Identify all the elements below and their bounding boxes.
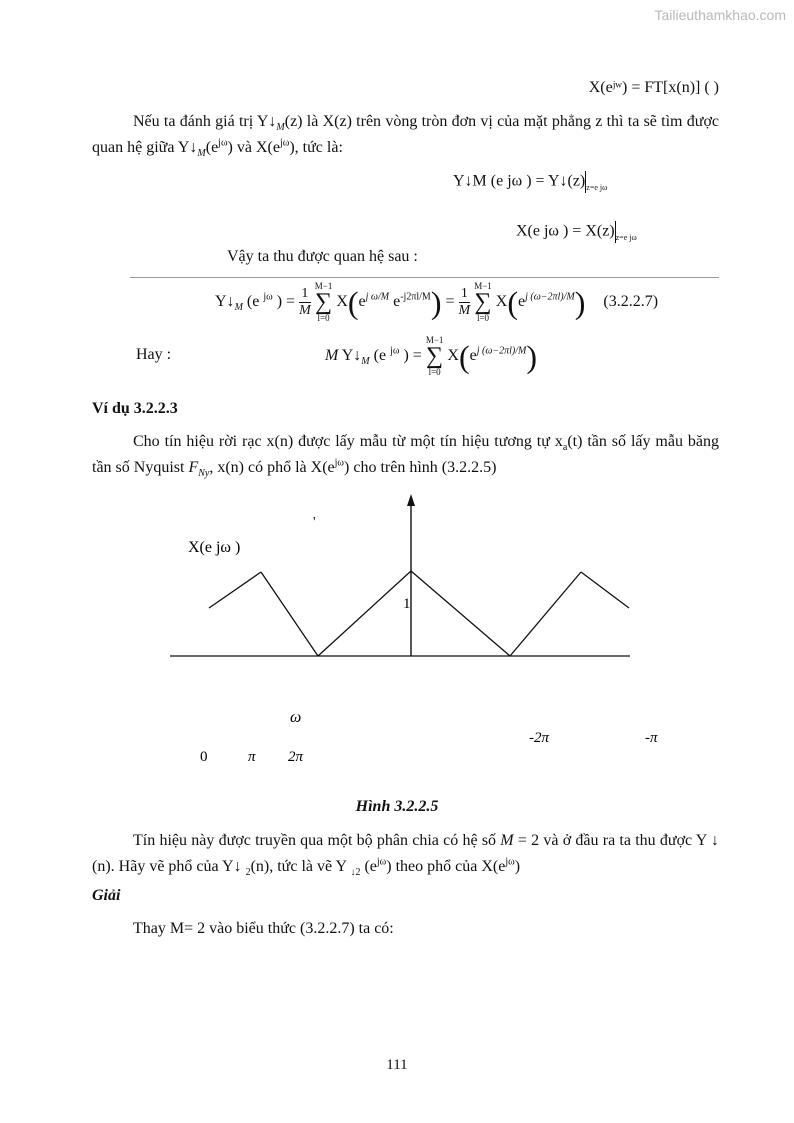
figure-peak-label: 1 [403, 596, 411, 612]
equation-x: X(e jω ) = $X(z)_{z=e j\omega}$ [516, 222, 637, 242]
spectrum-segment-6 [581, 572, 629, 608]
spectrum-segment-4 [411, 571, 510, 656]
paragraph-1: Nếu ta đánh giá trị $Y↓_M(z)$ là X(z) trên vòng tròn đơn vị của mặt phẳng z thì ta sẽ tìm được quan hệ giữa $Y↓_M(e^{j\omega})$ và $X(e^{j\omega})$, tức là: [92, 113, 720, 160]
spectrum-figure [0, 490, 794, 780]
equation-hay: M $Y↓_M$ (e $^{j\omega}$ ) = M−1 ∑ l=0 $X(e^{j (\omega-2\pi l)/M})$ [325, 335, 538, 378]
page-number: 111 [386, 1057, 408, 1073]
tick-label-neg-2pi: -2π [529, 730, 550, 746]
watermark: Tailieuthamkhao.com [654, 7, 786, 23]
example-heading: Ví dụ 3.2.2.3 [92, 400, 178, 417]
equation-y-down: Y↓M (e jω ) = $Y↓(z)_{z=e j\omega}$ [453, 172, 608, 192]
paragraph-4: Thay M= 2 vào biểu thức (3.2.2.7) ta có: [133, 920, 394, 937]
figure-dot-mark: ' [313, 515, 316, 530]
paragraph-2: Cho tín hiệu rời rạc x(n) được lấy mẫu từ một tín hiệu tương tự $x_a(t)$ tần số lấy mẫu băng tần số Nyquist $F_{Ny}$, x(n) có phổ là $X(e^{j\omega})$ cho trên hình (3.2.2.5) [92, 433, 720, 480]
vertical-axis-arrowhead [407, 494, 415, 506]
spectrum-plot [170, 494, 630, 656]
equation-3-2-2-7: $Y↓_M$ (e $^{j\omega}$ ) = $\frac{1}{M}$ M−1 ∑ l=0 $X(e^{j \omega/M}$ $e^{-j2\pi l/M}$) = $\frac{1}{M}$ M−1 ∑ l=0 $X(e^{j (\omega-2\pi l)/M})$ (3.2.2.7) [215, 281, 659, 324]
figure-omega-label: ω [290, 709, 302, 726]
conclusion-line: Vậy ta thu được quan hệ sau : [227, 248, 418, 265]
spectrum-segment-1 [209, 572, 261, 608]
tick-label-2pi: 2π [288, 749, 304, 765]
spectrum-segment-2 [261, 572, 318, 656]
tick-label-pi: π [248, 749, 256, 765]
spectrum-segment-3 [318, 571, 411, 656]
figure-ylabel: X(e jω ) [188, 539, 241, 556]
figure-caption: Hình 3.2.2.5 [355, 798, 439, 815]
tick-label-0: 0 [200, 749, 208, 765]
equation-ft: X(eʲʷ) = FT[x(n)] ( ) [588, 79, 719, 96]
solution-heading: Giải [92, 887, 121, 904]
paragraph-3: Tín hiệu này được truyền qua một bộ phân chia có hệ số M = 2 và ở đầu ra ta thu được Y ↓ (n). Hãy vẽ phổ của Y↓ $_2$(n), tức là vẽ Y $_{↓2}$ $(e^{j\omega})$ theo phổ của $X(e^{j\omega})$ [92, 832, 719, 879]
hay-label: Hay : [136, 346, 172, 363]
tick-label-neg-pi: -π [645, 730, 658, 746]
spectrum-segment-5 [510, 572, 581, 656]
